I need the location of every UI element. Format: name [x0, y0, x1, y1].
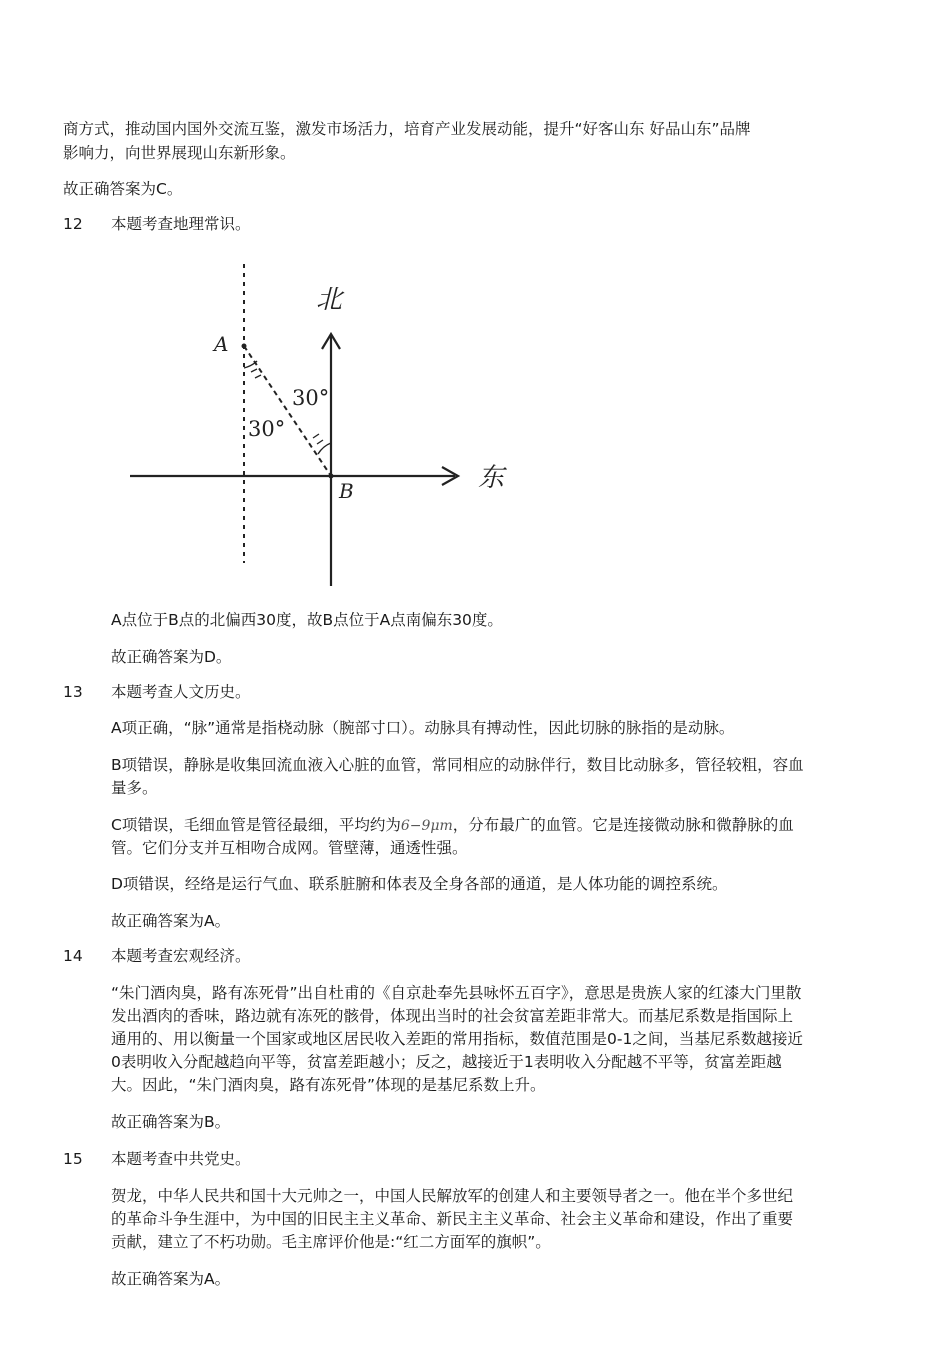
- q15-para-line2: 的革命斗争生涯中，为中国的旧民主主义革命、新民主主义革命、社会主义革命和建设，作出了重要: [111, 1210, 794, 1228]
- direction-diagram: [120, 258, 520, 593]
- angle-arc-b: [318, 443, 331, 454]
- point-a-label: A: [214, 332, 229, 356]
- q14-answer: 故正确答案为B。: [111, 1113, 231, 1131]
- q13-option-c-line1: [111, 814, 794, 837]
- q15-para-line1: 贺龙，中华人民共和国十大元帅之一，中国人民解放军的创建人和主要领导者之一。他在半个多世纪: [111, 1187, 794, 1205]
- q13-option-a: A项正确，“脉”通常是指桡动脉（腕部寸口）。动脉具有搏动性，因此切脉的脉指的是动脉。: [111, 719, 735, 737]
- q12-heading: 本题考查地理常识。: [111, 215, 251, 233]
- q12-explanation: A点位于B点的北偏西30度，故B点位于A点南偏东30度。: [111, 611, 503, 629]
- angle-tick-b1: [313, 434, 319, 438]
- q15-answer: 故正确答案为A。: [111, 1270, 231, 1288]
- q15-para-line3: 贡献，建立了不朽功勋。毛主席评价他是:“红二方面军的旗帜”。: [111, 1233, 551, 1251]
- q12-number: 12: [63, 215, 83, 233]
- point-b-label: B: [339, 479, 354, 503]
- north-label: 北: [316, 285, 343, 315]
- line-ab: [244, 346, 331, 476]
- q14-para-line5: 大。因此，“朱门酒肉臭，路有冻死骨”体现的是基尼系数上升。: [111, 1076, 546, 1094]
- angle-label-north: 30°: [292, 386, 330, 410]
- q13-option-c-pre: C项错误，毛细血管是管径最细，平均约为: [111, 816, 401, 834]
- intro-line-2: 影响力，向世界展现山东新形象。: [63, 144, 296, 162]
- point-b-dot: [329, 474, 334, 479]
- q13-heading: 本题考查人文历史。: [111, 683, 251, 701]
- q13-option-d: D项错误，经络是运行气血、联系脏腑和体表及全身各部的通道，是人体功能的调控系统。: [111, 875, 728, 893]
- q14-heading: 本题考查宏观经济。: [111, 947, 251, 965]
- angle-tick-a1: [251, 369, 257, 372]
- intro-answer: 故正确答案为C。: [63, 180, 183, 198]
- q14-para-line2: 发出酒肉的香味，路边就有冻死的骸骨，体现出当时的社会贫富差距非常大。而基尼系数是指国际上: [111, 1007, 794, 1025]
- q14-number: 14: [63, 947, 83, 965]
- q15-number: 15: [63, 1150, 83, 1168]
- angle-tick-a2: [255, 375, 261, 378]
- q13-option-c-post: ，分布最广的血管。它是连接微动脉和微静脉的血: [452, 816, 794, 834]
- angle-tick-b2: [317, 440, 323, 444]
- q12-answer: 故正确答案为D。: [111, 648, 232, 666]
- q14-para-line3: 通用的、用以衡量一个国家或地区居民收入差距的常用指标，数值范围是0-1之间，当基尼系数越接近: [111, 1030, 803, 1048]
- q15-heading: 本题考查中共党史。: [111, 1150, 251, 1168]
- east-label: 东: [478, 463, 505, 493]
- q14-para-line4: 0表明收入分配越趋向平等，贫富差距越小；反之，越接近于1表明收入分配越不平等，贫富差距越: [111, 1053, 782, 1071]
- q13-answer: 故正确答案为A。: [111, 912, 231, 930]
- point-a-dot: [242, 344, 247, 349]
- q13-number: 13: [63, 683, 83, 701]
- q13-option-c-math: 6−9μm: [400, 818, 453, 834]
- q14-para-line1: “朱门酒肉臭，路有冻死骨”出自杜甫的《自京赴奉先县咏怀五百字》，意思是贵族人家的红漆大门里散: [111, 984, 802, 1002]
- q13-option-b-line1: B项错误，静脉是收集回流血液入心脏的血管，常同相应的动脉伴行，数目比动脉多，管径较粗，容血: [111, 756, 804, 774]
- intro-line-1: 商方式，推动国内国外交流互鉴，激发市场活力，培育产业发展动能，提升“好客山东 好品山东”品牌: [63, 120, 751, 138]
- q13-option-c-line2: 管。它们分支并互相吻合成网。管壁薄，通透性强。: [111, 839, 468, 857]
- angle-arc-a: [244, 361, 257, 368]
- angle-label-meridian: 30°: [248, 417, 286, 441]
- q13-option-b-line2: 量多。: [111, 779, 158, 797]
